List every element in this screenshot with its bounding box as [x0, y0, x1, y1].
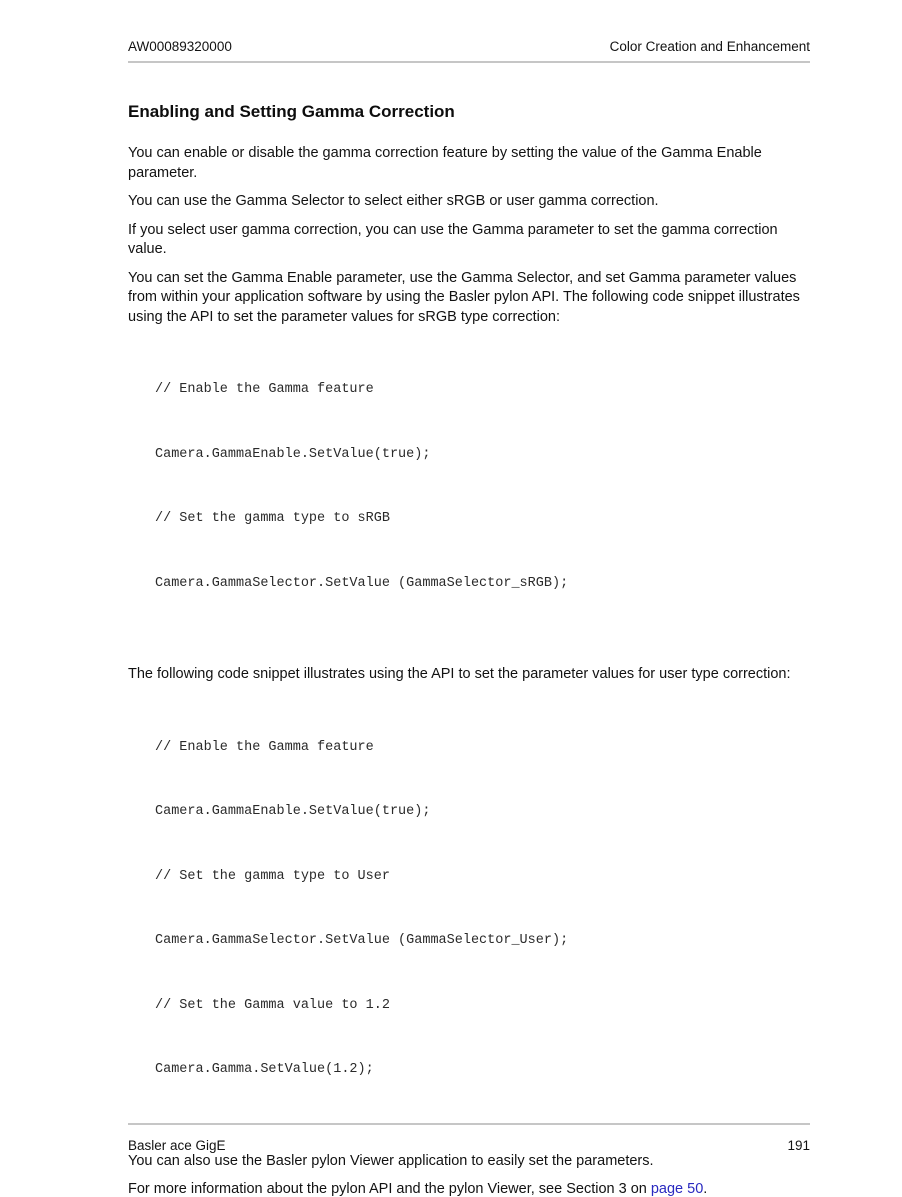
- code-line: Camera.GammaSelector.SetValue (GammaSelector_sRGB);: [155, 575, 569, 591]
- code-line: // Enable the Gamma feature: [155, 382, 374, 397]
- paragraph-gamma-selector: You can use the Gamma Selector to select either sRGB or user gamma correction.: [128, 193, 659, 209]
- paragraph-user-type-intro: The following code snippet illustrates using the API to set the parameter values for user type correction:: [128, 666, 791, 682]
- header-doc-id: AW00089320000: [128, 39, 232, 54]
- more-info-text: For more information about the pylon API and the pylon Viewer, see Section 3 on: [128, 1181, 651, 1197]
- paragraph-pylon-viewer: You can also use the Basler pylon Viewer application to easily set the parameters.: [128, 1152, 654, 1169]
- code-block-user: [155, 694, 812, 1124]
- code-line: // Enable the Gamma feature: [155, 739, 374, 755]
- page-content: [128, 101, 812, 1197]
- paragraph-gamma-enable: You can enable or disable the gamma correction feature by setting the value of the Gamma Enable parameter.: [128, 145, 762, 181]
- code-line: // Set the gamma type to sRGB: [155, 511, 390, 526]
- more-info-period: .: [703, 1181, 708, 1197]
- code-block-srgb: [155, 336, 812, 637]
- footer-divider: [128, 1123, 810, 1125]
- page-header: [128, 39, 810, 54]
- section-title: Enabling and Setting Gamma Correction: [128, 102, 455, 121]
- code-line: // Set the Gamma value to 1.2: [155, 997, 390, 1013]
- paragraph-user-gamma: If you select user gamma correction, you can use the Gamma parameter to set the gamma correction value.: [128, 221, 778, 257]
- page-50-link[interactable]: page 50: [650, 1181, 704, 1197]
- code-line: // Set the gamma type to User: [155, 868, 390, 884]
- header-chapter-title: Color Creation and Enhancement: [609, 39, 810, 54]
- page-footer: [128, 1138, 810, 1153]
- paragraph-pylon-api-srgb: You can set the Gamma Enable parameter, use the Gamma Selector, and set Gamma parameter values from within your application software by using the Basler pylon API. The following code snippet illustrates using the API to set the parameter values for sRGB type correction:: [128, 269, 800, 325]
- paragraph-more-info: [128, 1180, 812, 1197]
- code-line: Camera.GammaEnable.SetValue(true);: [155, 804, 431, 819]
- code-line: Camera.GammaSelector.SetValue (GammaSelector_User);: [155, 933, 569, 948]
- code-line: Camera.GammaEnable.SetValue(true);: [155, 446, 431, 462]
- header-divider: [128, 61, 810, 63]
- footer-product-name: Basler ace GigE: [128, 1138, 226, 1153]
- code-line: Camera.Gamma.SetValue(1.2);: [155, 1062, 374, 1077]
- footer-page-number: 191: [787, 1138, 810, 1153]
